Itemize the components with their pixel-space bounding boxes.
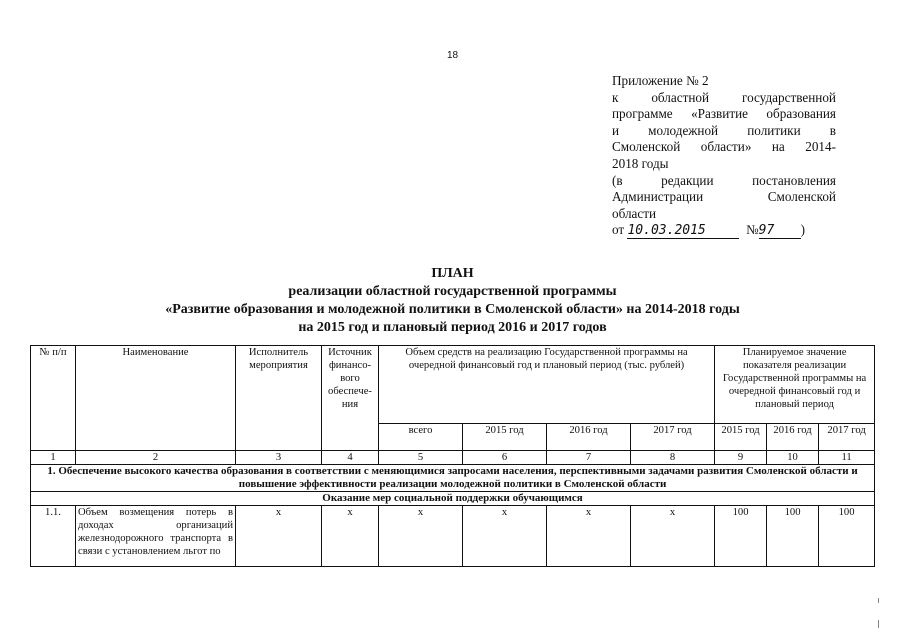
section-heading: 1. Обеспечение высокого качества образования в соответствии с меняющимися запросами населения, перспективными задачами развития Смоленской области и повышение эффективности реализации молодежной политики в Смоленской области <box>31 465 875 492</box>
subsection-heading: Оказание мер социальной поддержки обучающимся <box>31 492 875 506</box>
column-number-row <box>31 451 875 465</box>
column-number: 3 <box>236 451 322 465</box>
appendix-block <box>612 73 836 239</box>
header-total: всего <box>379 424 463 451</box>
header-year-2015: 2015 год <box>463 424 547 451</box>
column-number: 8 <box>631 451 715 465</box>
appendix-line: Смоленской области» на 2014- <box>612 139 836 155</box>
subsection-row <box>31 492 875 506</box>
header-row <box>31 346 875 424</box>
column-number: 2 <box>76 451 236 465</box>
header-source: Источник финансо-вого обеспече-ния <box>322 346 379 451</box>
row-num: 1.1. <box>31 506 76 567</box>
title-line: «Развитие образования и молодежной политики в Смоленской области» на 2014-2018 годы <box>165 302 740 317</box>
column-number: 1 <box>31 451 76 465</box>
document-title <box>0 265 905 337</box>
row-year-2016: x <box>547 506 631 567</box>
page-number: 18 <box>446 50 459 61</box>
appendix-date-line <box>612 222 836 239</box>
row-year-2015: x <box>463 506 547 567</box>
header-num: № п/п <box>31 346 76 451</box>
appendix-line: и молодежной политики в <box>612 122 836 138</box>
column-number: 10 <box>767 451 819 465</box>
close-paren: ) <box>800 222 806 238</box>
header-indicator-2015: 2015 год <box>715 424 767 451</box>
title-line: реализации областной государственной программы <box>288 284 617 299</box>
column-number: 9 <box>715 451 767 465</box>
handwritten-number: 97 <box>759 224 801 239</box>
table-row <box>31 506 875 567</box>
plan-table <box>30 345 875 567</box>
row-source: x <box>322 506 379 567</box>
appendix-line: Администрации Смоленской <box>612 189 836 205</box>
row-indicator-2016: 100 <box>767 506 819 567</box>
appendix-line: Приложение № 2 <box>612 73 709 88</box>
column-number: 7 <box>547 451 631 465</box>
header-name: Наименование <box>76 346 236 451</box>
column-number: 6 <box>463 451 547 465</box>
header-indicator-2016: 2016 год <box>767 424 819 451</box>
column-number: 11 <box>819 451 875 465</box>
appendix-line: (в редакции постановления <box>612 172 836 188</box>
appendix-line: области <box>612 205 657 221</box>
title-line: на 2015 год и плановый период 2016 и 2017 годов <box>298 320 607 335</box>
header-year-2017: 2017 год <box>631 424 715 451</box>
section-row <box>31 465 875 492</box>
date-prefix: от <box>612 222 628 238</box>
row-indicator-2017: 100 <box>819 506 875 567</box>
header-executor: Исполнитель мероприятия <box>236 346 322 451</box>
title-line: ПЛАН <box>431 266 474 281</box>
appendix-line: к областной государственной <box>612 89 836 105</box>
appendix-line: программе «Развитие образования <box>612 106 836 122</box>
row-executor: x <box>236 506 322 567</box>
header-indicator: Планируемое значение показателя реализации Государственной программы на очередной финансовый год и плановый период <box>715 346 875 424</box>
handwritten-date: 10.03.2015 <box>627 224 739 239</box>
number-prefix: № <box>746 222 759 238</box>
column-number: 4 <box>322 451 379 465</box>
column-number: 5 <box>379 451 463 465</box>
header-year-2016: 2016 год <box>547 424 631 451</box>
row-year-2017: x <box>631 506 715 567</box>
row-total: x <box>379 506 463 567</box>
row-name: Объем возмещения потерь в доходах организаций железнодорожного транспорта в связи с установлением льгот по <box>76 506 236 567</box>
appendix-line: 2018 годы <box>612 155 669 171</box>
scan-mark <box>878 620 879 628</box>
header-funds: Объем средств на реализацию Государственной программы на очередной финансовый год и плановый период (тыс. рублей) <box>379 346 715 424</box>
header-indicator-2017: 2017 год <box>819 424 875 451</box>
row-indicator-2015: 100 <box>715 506 767 567</box>
scan-mark <box>878 598 879 603</box>
